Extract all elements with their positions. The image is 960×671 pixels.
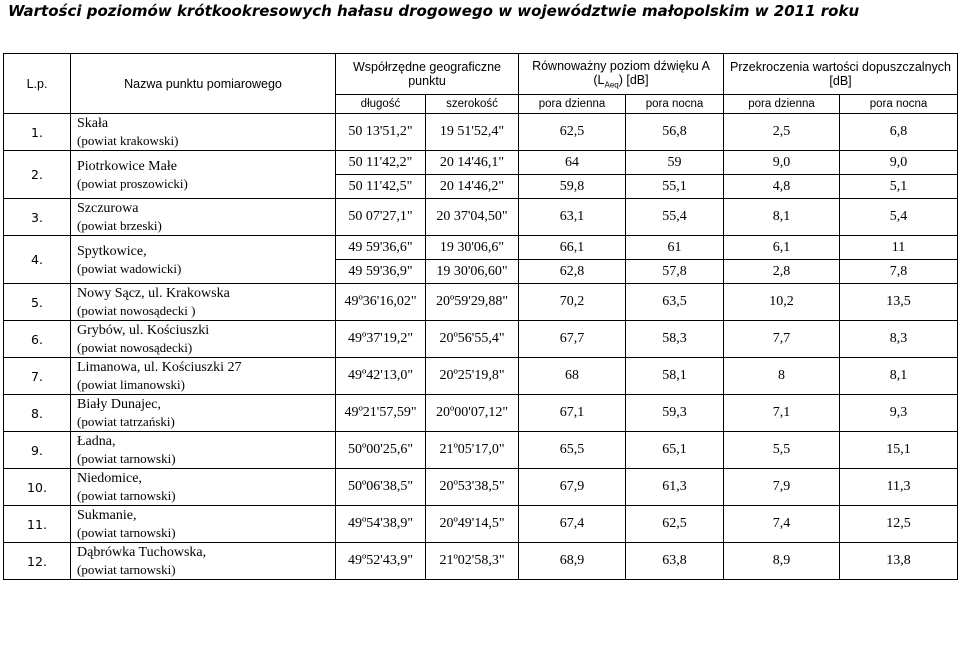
point-name-cell [71, 432, 336, 469]
day-exceed-value: 9,0 [724, 151, 840, 175]
row-number: 11. [4, 506, 71, 543]
lat-value: 49 59'36,6" [336, 236, 426, 260]
night-level-value: 59,3 [626, 395, 724, 432]
day-exceed-value: 6,1 [724, 236, 840, 260]
point-county: (powiat tarnowski) [77, 488, 176, 503]
point-name: Piotrkowice Małe [77, 158, 177, 174]
header-level-sub: Aeq [604, 80, 619, 90]
point-name: Limanowa, ul. Kościuszki 27 [77, 360, 242, 375]
row-number: 8. [4, 395, 71, 432]
lat-value: 50 11'42,2" [336, 151, 426, 175]
header-level-post: ) [dB] [618, 72, 649, 87]
header-lon: szerokość [426, 95, 519, 114]
table-row [4, 432, 958, 469]
lat-value: 49º52'43,9" [336, 543, 426, 580]
table-row [4, 236, 958, 260]
point-name-cell [71, 506, 336, 543]
point-name: Grybów, ul. Kościuszki [77, 323, 210, 338]
lat-value: 50º06'38,5" [336, 469, 426, 506]
table-row [4, 469, 958, 506]
point-county: (powiat nowosądecki) [77, 340, 193, 355]
night-level-value: 56,8 [626, 114, 724, 151]
row-number: 2. [4, 151, 71, 199]
header-level-pre: Równoważny poziom dźwięku A [532, 58, 710, 73]
lon-value: 20 37'04,50" [426, 199, 519, 236]
point-name-cell [71, 395, 336, 432]
night-exceed-value: 8,3 [840, 321, 958, 358]
day-level-value: 67,7 [519, 321, 626, 358]
night-level-value: 58,3 [626, 321, 724, 358]
day-exceed-value: 7,9 [724, 469, 840, 506]
table-row [4, 114, 958, 151]
lon-value: 21º02'58,3" [426, 543, 519, 580]
night-exceed-value: 9,0 [840, 151, 958, 175]
header-day: pora dzienna [519, 95, 626, 114]
day-exceed-value: 2,5 [724, 114, 840, 151]
day-level-value: 67,1 [519, 395, 626, 432]
point-county: (powiat nowosądecki ) [77, 303, 196, 318]
header-night: pora nocna [626, 95, 724, 114]
row-number: 9. [4, 432, 71, 469]
day-level-value: 64 [519, 151, 626, 175]
table-row [4, 358, 958, 395]
night-level-value: 63,5 [626, 284, 724, 321]
point-name-cell [71, 543, 336, 580]
lon-value: 20º00'07,12" [426, 395, 519, 432]
day-exceed-value: 7,4 [724, 506, 840, 543]
table-row [4, 199, 958, 236]
header-coords: Współrzędne geograficzne punktu [336, 54, 519, 95]
point-name-cell [71, 321, 336, 358]
day-exceed-value: 8,1 [724, 199, 840, 236]
table-row [4, 321, 958, 358]
lon-value: 20º49'14,5" [426, 506, 519, 543]
day-level-value: 67,9 [519, 469, 626, 506]
night-level-value: 61 [626, 236, 724, 260]
night-exceed-value: 11,3 [840, 469, 958, 506]
table-body [4, 114, 958, 580]
night-level-value: 55,4 [626, 199, 724, 236]
table-row [4, 284, 958, 321]
table-row [4, 506, 958, 543]
point-name: Nowy Sącz, ul. Krakowska [77, 286, 230, 301]
header-lp: L.p. [4, 54, 71, 114]
night-level-value: 59 [626, 151, 724, 175]
lat-value: 50 07'27,1" [336, 199, 426, 236]
night-exceed-value: 13,5 [840, 284, 958, 321]
lon-value: 20º53'38,5" [426, 469, 519, 506]
row-number: 3. [4, 199, 71, 236]
lat-value: 50º00'25,6" [336, 432, 426, 469]
night-exceed-value: 9,3 [840, 395, 958, 432]
lon-value: 19 30'06,6" [426, 236, 519, 260]
night-exceed-value: 5,4 [840, 199, 958, 236]
point-name-cell [71, 469, 336, 506]
point-name: Biały Dunajec, [77, 397, 161, 412]
lat-value: 49 59'36,9" [336, 260, 426, 284]
lon-value: 19 51'52,4" [426, 114, 519, 151]
point-county: (powiat brzeski) [77, 218, 162, 233]
night-level-value: 65,1 [626, 432, 724, 469]
point-county: (powiat limanowski) [77, 377, 185, 392]
lat-value: 49º21'57,59" [336, 395, 426, 432]
night-exceed-value: 12,5 [840, 506, 958, 543]
row-number: 10. [4, 469, 71, 506]
night-exceed-value: 8,1 [840, 358, 958, 395]
lon-value: 20º25'19,8" [426, 358, 519, 395]
day-exceed-value: 4,8 [724, 175, 840, 199]
night-level-value: 55,1 [626, 175, 724, 199]
point-name-cell [71, 284, 336, 321]
point-name-cell [71, 114, 336, 151]
lat-value: 49º37'19,2" [336, 321, 426, 358]
night-level-value: 61,3 [626, 469, 724, 506]
night-exceed-value: 15,1 [840, 432, 958, 469]
row-number: 6. [4, 321, 71, 358]
point-name-cell [71, 151, 336, 199]
header-level-l: (L [593, 72, 605, 87]
point-county: (powiat krakowski) [77, 133, 179, 148]
point-county: (powiat proszowicki) [77, 175, 188, 191]
day-level-value: 70,2 [519, 284, 626, 321]
header-name: Nazwa punktu pomiarowego [71, 54, 336, 114]
point-name: Sukmanie, [77, 508, 137, 523]
point-name: Dąbrówka Tuchowska, [77, 545, 207, 560]
day-level-value: 67,4 [519, 506, 626, 543]
row-number: 5. [4, 284, 71, 321]
point-name: Skała [77, 116, 109, 131]
night-level-value: 58,1 [626, 358, 724, 395]
night-level-value: 63,8 [626, 543, 724, 580]
day-exceed-value: 7,1 [724, 395, 840, 432]
noise-measurements-table [3, 53, 958, 580]
row-number: 7. [4, 358, 71, 395]
day-level-value: 62,5 [519, 114, 626, 151]
day-level-value: 63,1 [519, 199, 626, 236]
point-name: Szczurowa [77, 201, 139, 216]
lon-value: 20 14'46,1" [426, 151, 519, 175]
lat-value: 49º36'16,02" [336, 284, 426, 321]
night-level-value: 62,5 [626, 506, 724, 543]
page-title: Wartości poziomów krótkookresowych hałasu drogowego w województwie małopolskim w 2011 roku [8, 2, 860, 20]
day-level-value: 62,8 [519, 260, 626, 284]
day-exceed-value: 8,9 [724, 543, 840, 580]
point-name-cell [71, 236, 336, 284]
lat-value: 49º54'38,9" [336, 506, 426, 543]
night-exceed-value: 11 [840, 236, 958, 260]
point-name-cell [71, 358, 336, 395]
header-night2: pora nocna [840, 95, 958, 114]
lat-value: 49º42'13,0" [336, 358, 426, 395]
row-number: 4. [4, 236, 71, 284]
point-name: Spytkowice, [77, 243, 147, 259]
header-day2: pora dzienna [724, 95, 840, 114]
header-level [519, 54, 724, 95]
day-level-value: 68 [519, 358, 626, 395]
day-level-value: 68,9 [519, 543, 626, 580]
table-row [4, 543, 958, 580]
lon-value: 21º05'17,0" [426, 432, 519, 469]
point-name: Niedomice, [77, 471, 142, 486]
point-county: (powiat tarnowski) [77, 525, 176, 540]
lon-value: 20 14'46,2" [426, 175, 519, 199]
lon-value: 19 30'06,60" [426, 260, 519, 284]
lon-value: 20º56'55,4" [426, 321, 519, 358]
table-row [4, 151, 958, 175]
day-level-value: 65,5 [519, 432, 626, 469]
lat-value: 50 11'42,5" [336, 175, 426, 199]
lon-value: 20º59'29,88" [426, 284, 519, 321]
row-number: 1. [4, 114, 71, 151]
day-level-value: 66,1 [519, 236, 626, 260]
lat-value: 50 13'51,2" [336, 114, 426, 151]
night-exceed-value: 5,1 [840, 175, 958, 199]
day-exceed-value: 10,2 [724, 284, 840, 321]
table-row [4, 395, 958, 432]
header-lat: długość [336, 95, 426, 114]
day-exceed-value: 2,8 [724, 260, 840, 284]
night-exceed-value: 6,8 [840, 114, 958, 151]
row-number: 12. [4, 543, 71, 580]
point-name-cell [71, 199, 336, 236]
night-level-value: 57,8 [626, 260, 724, 284]
day-level-value: 59,8 [519, 175, 626, 199]
night-exceed-value: 7,8 [840, 260, 958, 284]
night-exceed-value: 13,8 [840, 543, 958, 580]
day-exceed-value: 7,7 [724, 321, 840, 358]
header-exceed: Przekroczenia wartości dopuszczalnych [dB] [724, 54, 958, 95]
day-exceed-value: 5,5 [724, 432, 840, 469]
point-county: (powiat tarnowski) [77, 562, 176, 577]
day-exceed-value: 8 [724, 358, 840, 395]
point-county: (powiat tarnowski) [77, 451, 176, 466]
point-name: Ładna, [77, 434, 116, 449]
point-county: (powiat tatrzański) [77, 414, 175, 429]
point-county: (powiat wadowicki) [77, 260, 182, 276]
